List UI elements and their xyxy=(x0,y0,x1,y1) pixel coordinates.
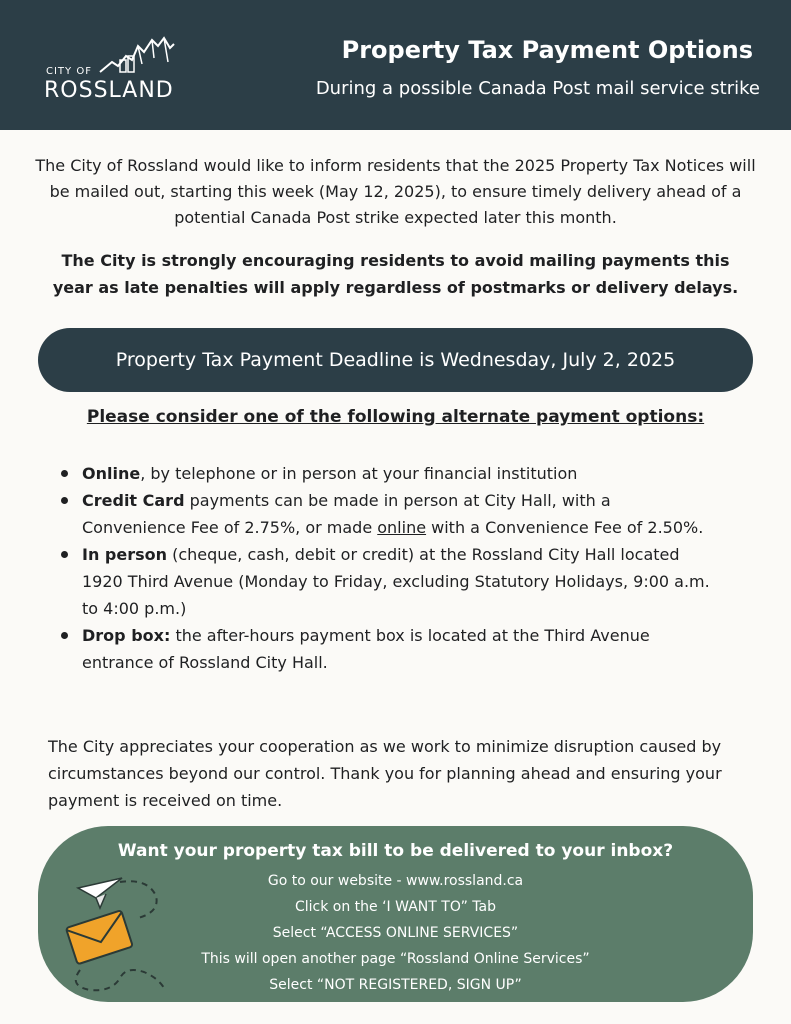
page-subtitle: During a possible Canada Post mail service strike xyxy=(315,78,760,99)
inbox-title: Want your property tax bill to be delivered to your inbox? xyxy=(117,841,674,861)
city-logo xyxy=(44,34,184,106)
list-item xyxy=(58,460,718,487)
deadline-banner xyxy=(38,328,753,392)
options-heading: Please consider one of the following alternate payment options: xyxy=(86,407,705,427)
inbox-instructions xyxy=(38,868,753,998)
instruction-line: Select “ACCESS ONLINE SERVICES” xyxy=(272,925,519,941)
instruction-line: This will open another page “Rossland Online Services” xyxy=(201,951,590,967)
instruction-line: Click on the ‘I WANT TO” Tab xyxy=(294,899,496,915)
list-item xyxy=(58,541,718,622)
option-online-label: Online xyxy=(82,464,141,483)
option-dropbox-label: Drop box: xyxy=(82,626,171,645)
option-inperson-label: In person xyxy=(82,545,168,564)
list-item xyxy=(58,487,718,541)
option-credit-text-end: with a Convenience Fee of 2.50%. xyxy=(426,518,704,537)
option-inperson-text: (cheque, cash, debit or credit) at the Rossland City Hall located 1920 Third Avenue (Monday to Friday, excluding Statutory Holidays, 9:00 a.m. to 4:00 p.m.) xyxy=(82,545,710,618)
intro-paragraph: The City of Rossland would like to inform residents that the 2025 Property Tax Notices will be mailed out, starting this week (May 12, 2025), to ensure timely delivery ahead of a potential Canada Post strike expected later this month. xyxy=(35,156,756,227)
option-online-text: , by telephone or in person at your financial institution xyxy=(140,464,578,483)
page-header xyxy=(0,0,791,130)
option-credit-text: payments can be made in person at City Hall, with a Convenience Fee of 2.75%, or made xyxy=(82,491,611,537)
closing-paragraph: The City appreciates your cooperation as we work to minimize disruption caused by circumstances beyond our control. Thank you for planning ahead and ensuring your payment is received on time. xyxy=(48,737,722,810)
instruction-line: Go to our website - www.rossland.ca xyxy=(267,873,524,889)
payment-options-list xyxy=(58,460,718,676)
logo-rossland: ROSSLAND xyxy=(44,78,174,103)
online-payment-link[interactable]: online xyxy=(377,518,427,537)
instruction-line: Select “NOT REGISTERED, SIGN UP” xyxy=(269,977,522,993)
list-item xyxy=(58,622,718,676)
logo-city-of: CITY OF xyxy=(46,66,92,77)
option-credit-label: Credit Card xyxy=(82,491,185,510)
warning-paragraph: The City is strongly encouraging residents to avoid mailing payments this year as late penalties will apply regardless of postmarks or delivery delays. xyxy=(52,251,739,297)
deadline-text: Property Tax Payment Deadline is Wednesday, July 2, 2025 xyxy=(115,349,676,371)
option-dropbox-text: the after-hours payment box is located at the Third Avenue entrance of Rossland City Hall. xyxy=(82,626,650,672)
inbox-callout xyxy=(38,826,753,1002)
mountain-skyline-icon xyxy=(98,34,178,74)
page-title: Property Tax Payment Options xyxy=(341,36,753,64)
